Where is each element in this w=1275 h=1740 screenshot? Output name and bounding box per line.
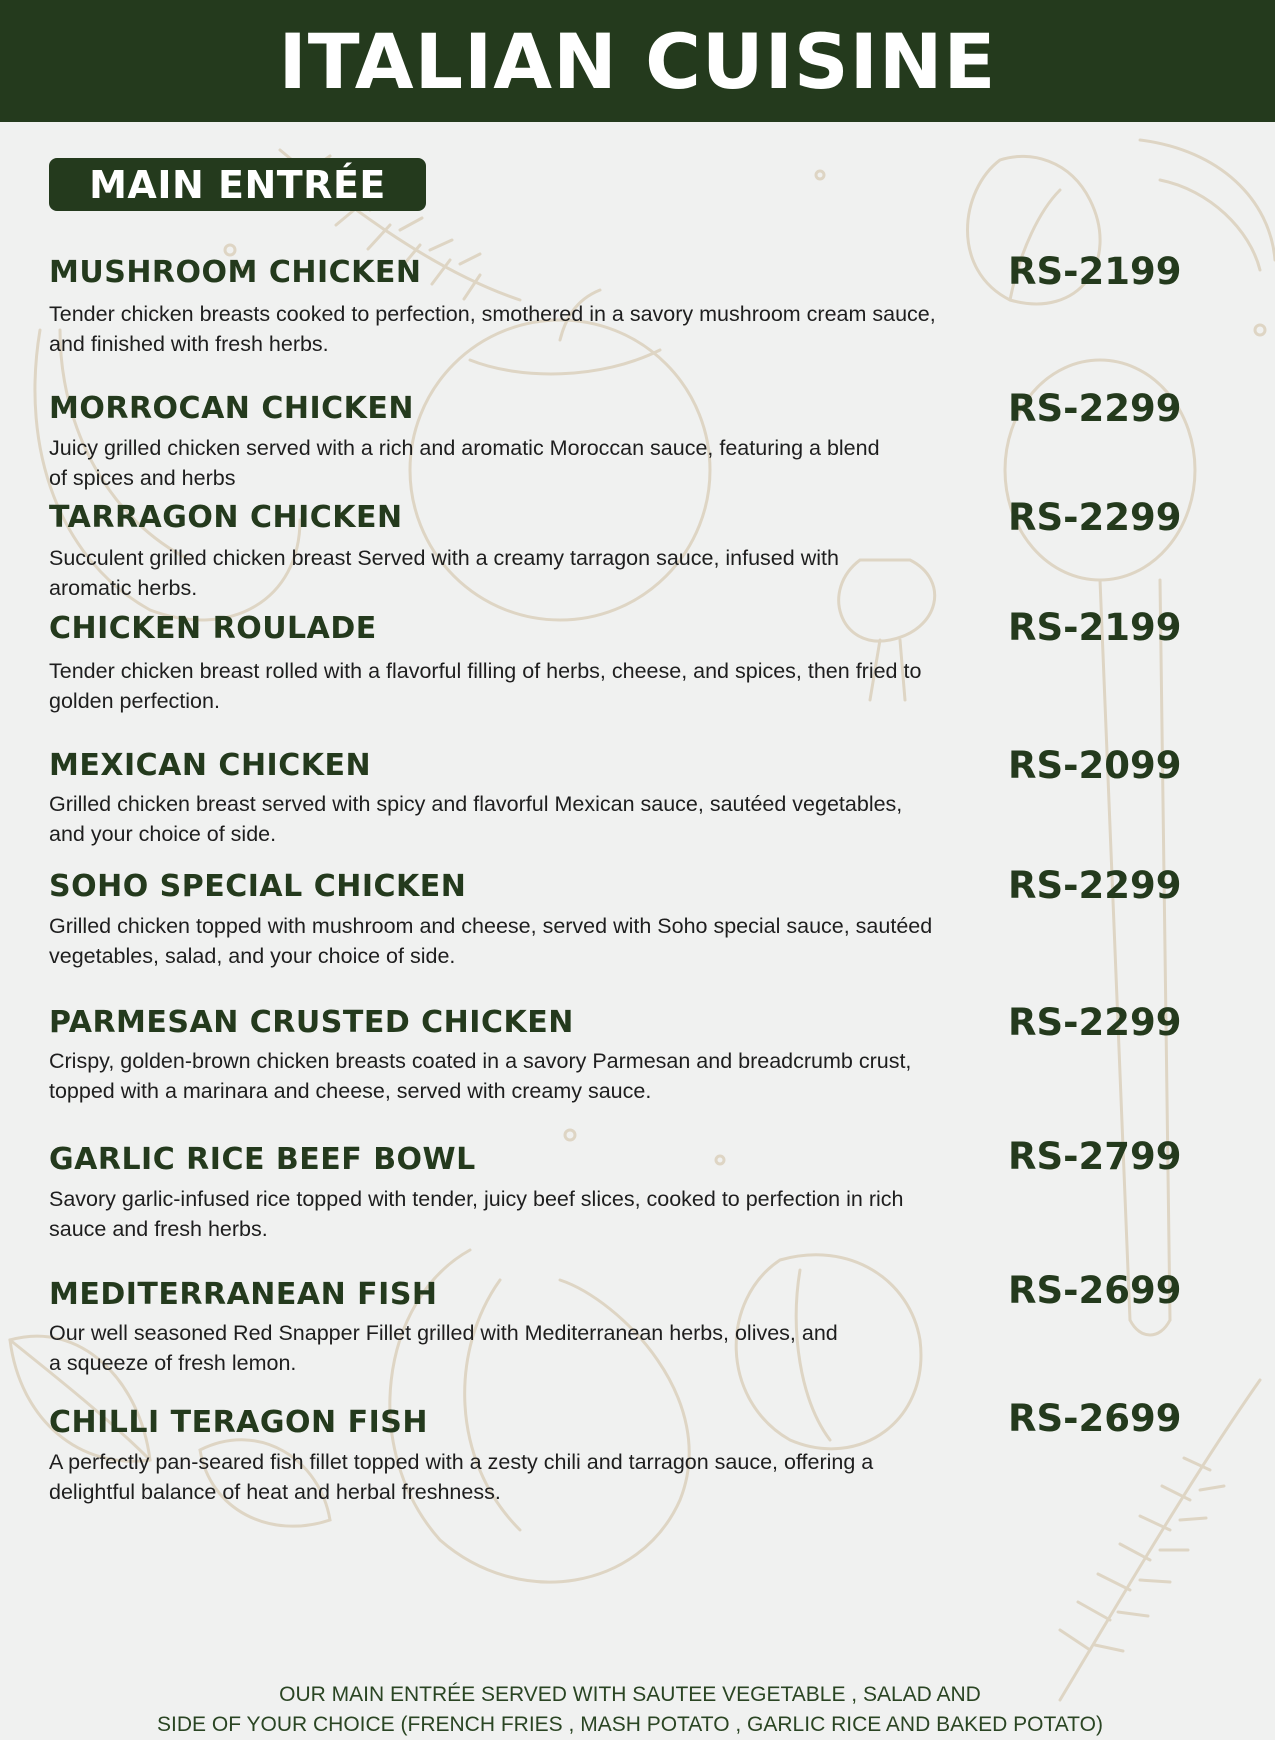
- menu-item-description: Tender chicken breast rolled with a flavorful filling of herbs, cheese, and spices, then fried to golden perfection.: [49, 659, 922, 713]
- menu-item-price: RS-2299: [1008, 387, 1182, 430]
- menu-item-description: Succulent grilled chicken breast Served with a creamy tarragon sauce, infused with aromatic herbs.: [49, 546, 839, 600]
- menu-item-name: TARRAGON CHICKEN: [49, 500, 403, 535]
- footer-line-1: OUR MAIN ENTRÉE SERVED WITH SAUTEE VEGETABLE , SALAD AND: [279, 1683, 981, 1706]
- menu-item-name: CHILLI TERAGON FISH: [49, 1405, 428, 1440]
- menu-item-price: RS-2199: [1008, 250, 1182, 293]
- menu-item-name: MEXICAN CHICKEN: [49, 748, 372, 783]
- page-title: ITALIAN CUISINE: [278, 16, 997, 106]
- menu-item-price: RS-2099: [1008, 744, 1182, 787]
- menu-item-price: RS-2299: [1008, 496, 1182, 539]
- menu-item-name: MEDITERRANEAN FISH: [49, 1277, 438, 1312]
- menu-item-name: MORROCAN CHICKEN: [49, 391, 414, 426]
- menu-item-description: Grilled chicken topped with mushroom and cheese, served with Soho special sauce, sautéed vegetables, salad, and your choice of side.: [49, 914, 933, 968]
- menu-item-price: RS-2299: [1008, 1001, 1182, 1044]
- menu-item-description: Our well seasoned Red Snapper Fillet grilled with Mediterranean herbs, olives, and a squeeze of fresh lemon.: [49, 1321, 838, 1375]
- menu-item-name: PARMESAN CRUSTED CHICKEN: [49, 1005, 574, 1040]
- menu-item-price: RS-2799: [1008, 1135, 1182, 1178]
- menu-item-name: MUSHROOM CHICKEN: [49, 255, 422, 290]
- section-title-badge: MAIN ENTRÉE: [49, 158, 426, 211]
- menu-item-price: RS-2699: [1008, 1397, 1182, 1440]
- menu-item-name: SOHO SPECIAL CHICKEN: [49, 869, 467, 904]
- menu-item-description: Juicy grilled chicken served with a rich and aromatic Moroccan sauce, featuring a blend of spices and herbs: [49, 436, 880, 490]
- footer-note: [120, 1680, 1140, 1740]
- menu-item-price: RS-2199: [1008, 606, 1182, 649]
- menu-item-price: RS-2699: [1008, 1269, 1182, 1312]
- menu-item-price: RS-2299: [1008, 864, 1182, 907]
- page-header: [0, 0, 1275, 122]
- menu-item-description: Savory garlic-infused rice topped with tender, juicy beef slices, cooked to perfection in rich sauce and fresh herbs.: [49, 1187, 904, 1241]
- menu-item-description: Tender chicken breasts cooked to perfection, smothered in a savory mushroom cream sauce, and finished with fresh herbs.: [49, 302, 936, 356]
- menu-item-name: GARLIC RICE BEEF BOWL: [49, 1142, 476, 1177]
- menu-item-description: A perfectly pan-seared fish fillet topped with a zesty chili and tarragon sauce, offering a delightful balance of heat and herbal freshness.: [49, 1450, 874, 1504]
- menu-item-description: Crispy, golden-brown chicken breasts coated in a savory Parmesan and breadcrumb crust, topped with a marinara and cheese, served with creamy sauce.: [49, 1049, 912, 1103]
- menu-item-name: CHICKEN ROULADE: [49, 611, 377, 646]
- footer-line-2: SIDE OF YOUR CHOICE (FRENCH FRIES , MASH POTATO , GARLIC RICE AND BAKED POTATO): [157, 1713, 1103, 1736]
- menu-item-description: Grilled chicken breast served with spicy and flavorful Mexican sauce, sautéed vegetables, and your choice of side.: [49, 792, 903, 846]
